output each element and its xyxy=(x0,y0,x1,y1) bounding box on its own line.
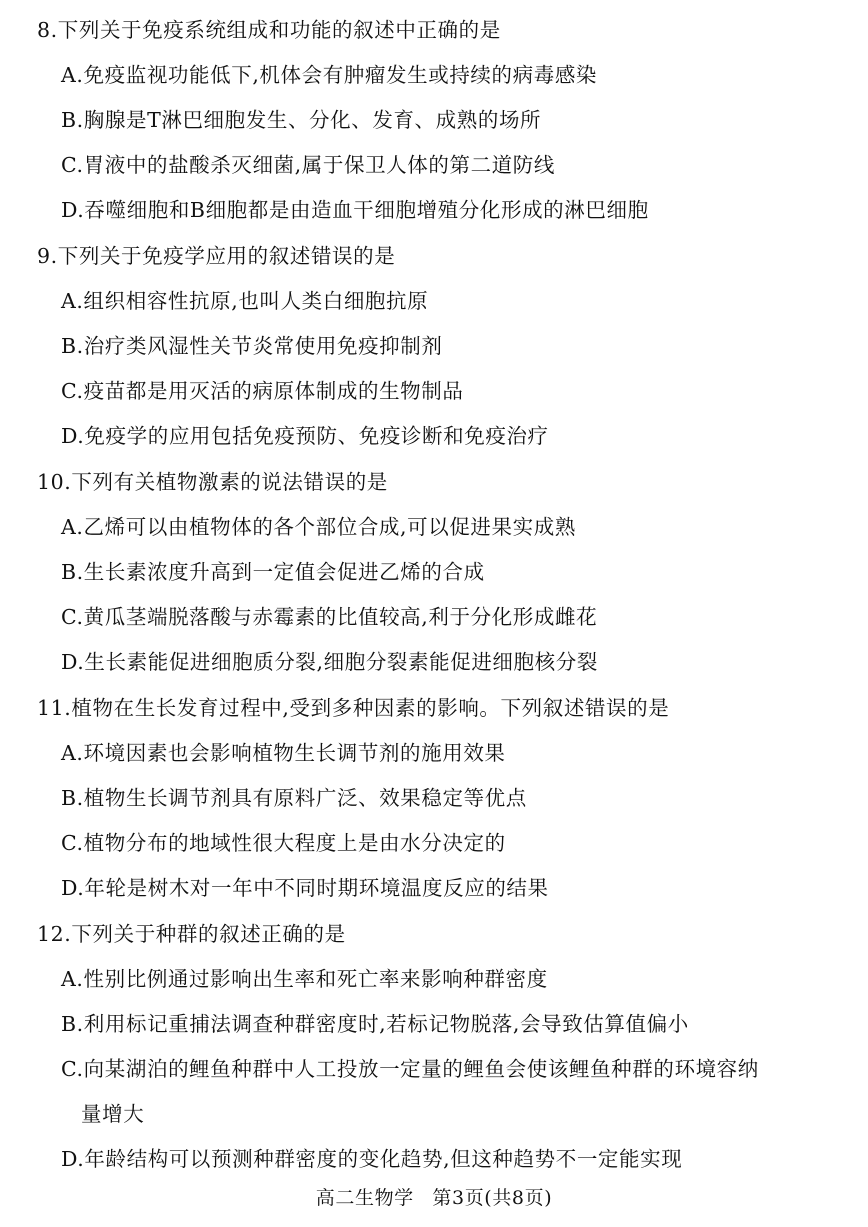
question-8-option-b: B.胸腺是T淋巴细胞发生、分化、发育、成熟的场所 xyxy=(61,108,542,132)
question-12-option-a: A.性别比例通过影响出生率和死亡率来影响种群密度 xyxy=(61,967,548,991)
question-8-option-a: A.免疫监视功能低下,机体会有肿瘤发生或持续的病毒感染 xyxy=(61,63,598,87)
question-9-option-a: A.组织相容性抗原,也叫人类白细胞抗原 xyxy=(61,289,429,313)
question-8-stem: 8.下列关于免疫系统组成和功能的叙述中正确的是 xyxy=(37,18,501,42)
question-8-option-c: C.胃液中的盐酸杀灭细菌,属于保卫人体的第二道防线 xyxy=(61,153,555,177)
question-10-option-c: C.黄瓜茎端脱落酸与赤霉素的比值较高,利于分化形成雌花 xyxy=(61,605,598,629)
question-8-option-d: D.吞噬细胞和B细胞都是由造血干细胞增殖分化形成的淋巴细胞 xyxy=(61,198,649,222)
question-9-option-c: C.疫苗都是用灭活的病原体制成的生物制品 xyxy=(61,379,464,403)
question-12-option-c-continuation: 量增大 xyxy=(81,1102,145,1126)
footer-subject: 高二生物学 xyxy=(315,1187,414,1209)
question-10-option-d: D.生长素能促进细胞质分裂,细胞分裂素能促进细胞核分裂 xyxy=(61,650,598,674)
page-footer xyxy=(0,1184,868,1212)
question-10-stem: 10.下列有关植物激素的说法错误的是 xyxy=(37,470,388,494)
question-9-option-b: B.治疗类风湿性关节炎常使用免疫抑制剂 xyxy=(61,334,443,358)
question-12-option-d: D.年龄结构可以预测种群密度的变化趋势,但这种趋势不一定能实现 xyxy=(61,1147,683,1171)
question-12-option-c: C.向某湖泊的鲤鱼种群中人工投放一定量的鲤鱼会使该鲤鱼种群的环境容纳 xyxy=(61,1057,759,1081)
question-11-stem: 11.植物在生长发育过程中,受到多种因素的影响。下列叙述错误的是 xyxy=(37,696,670,720)
question-10-option-a: A.乙烯可以由植物体的各个部位合成,可以促进果实成熟 xyxy=(61,515,576,539)
question-12-option-b: B.利用标记重捕法调查种群密度时,若标记物脱落,会导致估算值偏小 xyxy=(61,1012,689,1036)
question-11-option-c: C.植物分布的地域性很大程度上是由水分决定的 xyxy=(61,831,506,855)
question-11-option-a: A.环境因素也会影响植物生长调节剂的施用效果 xyxy=(61,741,506,765)
question-12-stem: 12.下列关于种群的叙述正确的是 xyxy=(37,922,346,946)
question-11-option-b: B.植物生长调节剂具有原料广泛、效果稳定等优点 xyxy=(61,786,527,810)
question-9-stem: 9.下列关于免疫学应用的叙述错误的是 xyxy=(37,244,396,268)
footer-page-number: 第3页(共8页) xyxy=(432,1187,553,1209)
question-11-option-d: D.年轮是树木对一年中不同时期环境温度反应的结果 xyxy=(61,876,549,900)
question-9-option-d: D.免疫学的应用包括免疫预防、免疫诊断和免疫治疗 xyxy=(61,424,549,448)
question-10-option-b: B.生长素浓度升高到一定值会促进乙烯的合成 xyxy=(61,560,485,584)
